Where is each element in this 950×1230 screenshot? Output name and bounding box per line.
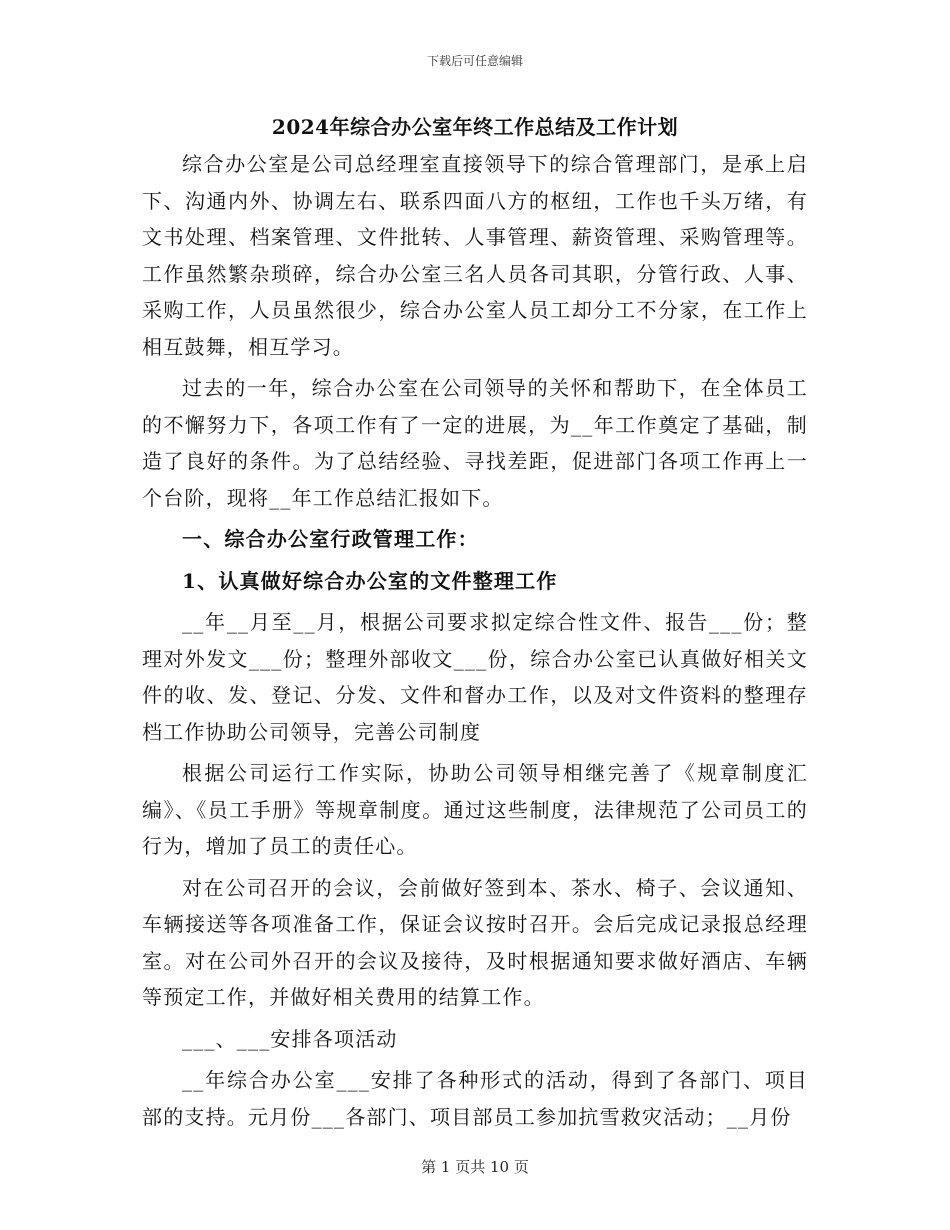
document-body — [142, 146, 808, 1135]
paragraph-regulations: 根据公司运行工作实际，协助公司领导相继完善了《规章制度汇编》、《员工手册》等规章制度。通过这些制度，法律规范了公司员工的行为，增加了员工的责任心。 — [142, 761, 808, 858]
document-title: 2024年综合办公室年终工作总结及工作计划 — [271, 115, 679, 139]
subheading-activities: ___、___安排各项活动 — [182, 1026, 398, 1051]
paragraph-file-work: __年__月至__月，根据公司要求拟定综合性文件、报告___份；整理对外发文___份；整理外部收文___份，综合办公室已认真做好相关文件的收、发、登记、分发、文件和督办工作，以及对文件资料的整理存档工作协助公司领导，完善公司制度 — [142, 610, 808, 744]
paragraph-past-year: 过去的一年，综合办公室在公司领导的关怀和帮助下，在全体员工的不懈努力下，各项工作有了一定的进展，为__年工作奠定了基础，制造了良好的条件。为了总结经验、寻找差距，促进部门各项工作再上一个台阶，现将__年工作总结汇报如下。 — [142, 376, 808, 510]
page-number-footer: 第 1 页共 10 页 — [421, 1158, 529, 1176]
section-heading-admin: 一、综合办公室行政管理工作： — [182, 527, 479, 551]
paragraph-meetings: 对在公司召开的会议，会前做好签到本、茶水、椅子、会议通知、车辆接送等各项准备工作，保证会议按时召开。会后完成记录报总经理室。对在公司外召开的会议及接待，及时根据通知要求做好酒店、车辆等预定工作，并做好相关费用的结算工作。 — [142, 875, 808, 1009]
paragraph-intro: 综合办公室是公司总经理室直接领导下的综合管理部门，是承上启下、沟通内外、协调左右、联系四面八方的枢纽，工作也千头万绪，有文书处理、档案管理、文件批转、人事管理、薪资管理、采购管理等。工作虽然繁杂琐碎，综合办公室三名人员各司其职，分管行政、人事、采购工作，人员虽然很少，综合办公室人员工却分工不分家，在工作上相互鼓舞，相互学习。 — [142, 152, 808, 359]
page-header-note: 下载后可任意编辑 — [426, 54, 523, 68]
paragraph-activities: __年综合办公室___安排了各种形式的活动，得到了各部门、项目部的支持。元月份___各部门、项目部员工参加抗雪救灾活动；__月份 — [142, 1068, 808, 1129]
subheading-file-management: 1、认真做好综合办公室的文件整理工作 — [182, 568, 558, 593]
